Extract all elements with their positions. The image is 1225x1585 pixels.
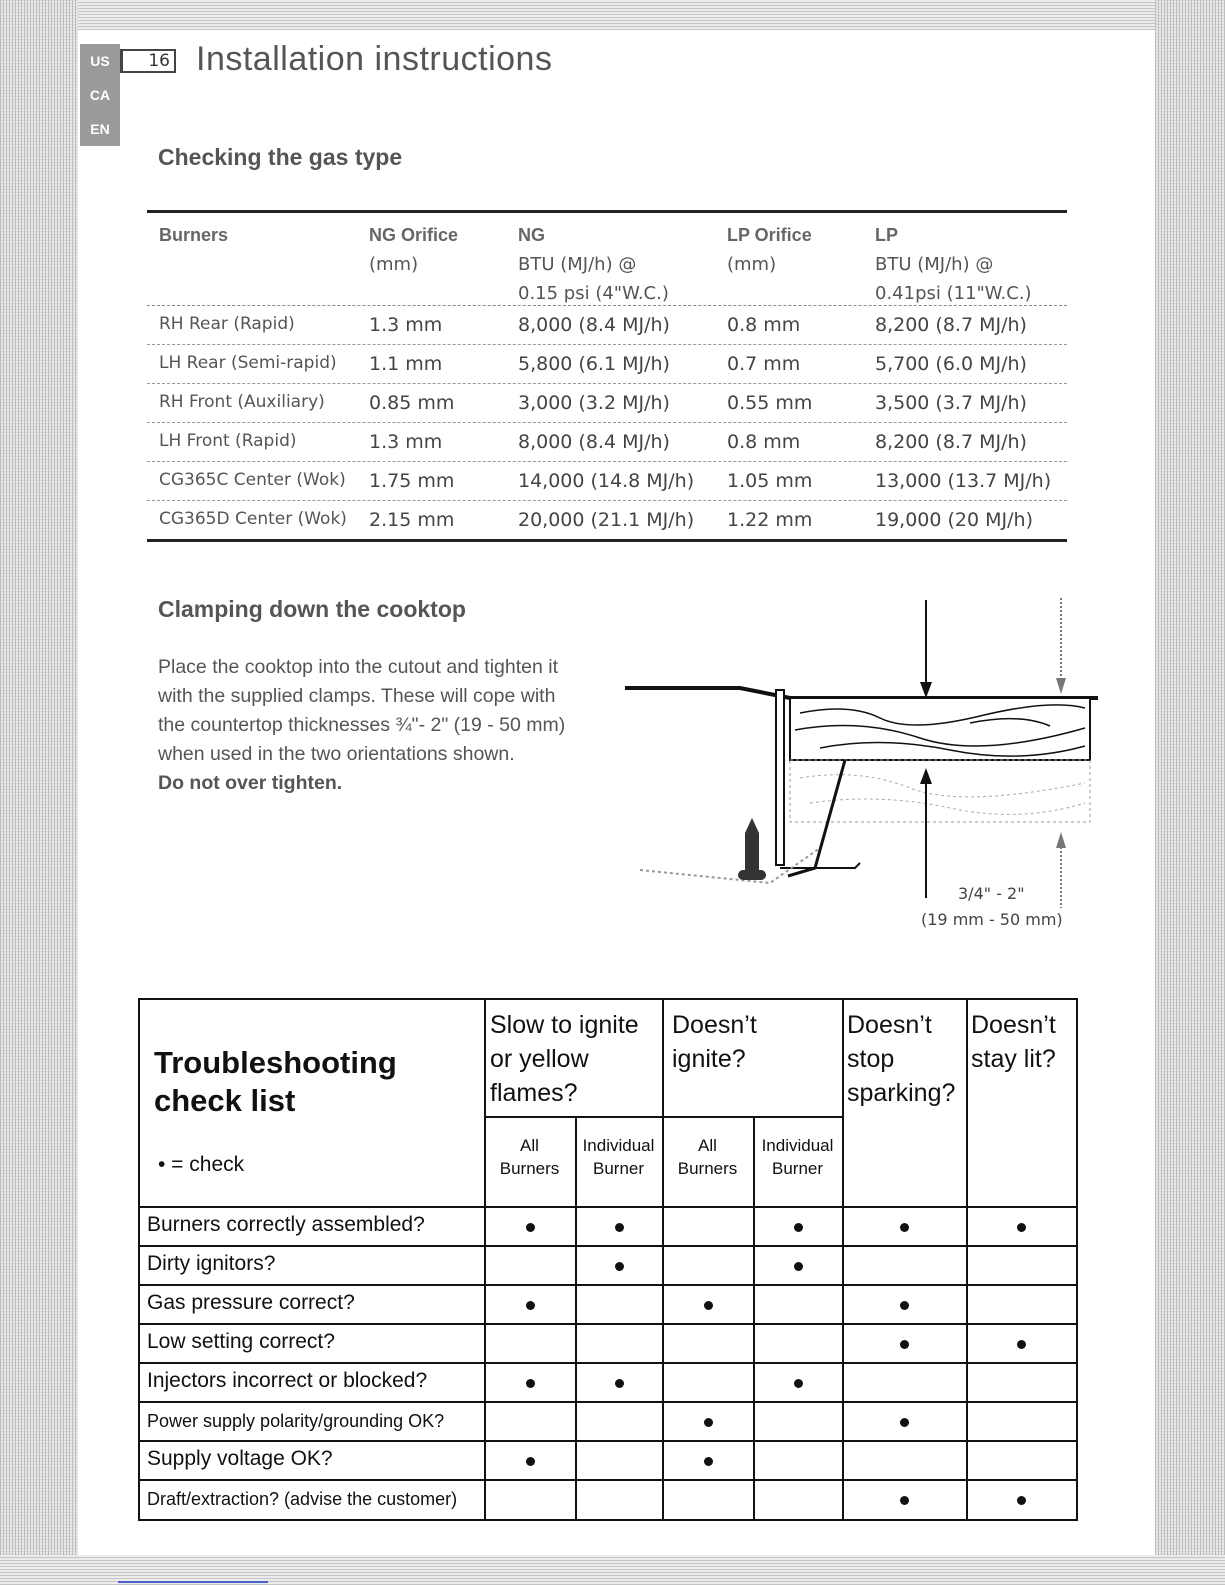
column-subheader-line: Individual [582,1136,655,1155]
grid-line [140,1362,1076,1364]
grid-line [140,1401,1076,1403]
col-header-lp: LP BTU (MJ/h) @ 0.41psi (11"W.C.) [875,225,1032,304]
clamp-line: with the supplied clamps. These will cope with [158,685,556,707]
checklist-row-label: Injectors incorrect or blocked? [147,1369,428,1392]
gas-table-cell: RH Rear (Rapid) [159,314,295,334]
column-header-line: sparking? [847,1079,956,1107]
check-mark [526,1223,535,1232]
col-header-burners: Burners [159,225,229,245]
column-subheader-line: Burners [677,1159,738,1178]
gas-table-header [147,210,1067,306]
gas-table-row [147,462,1067,501]
check-mark [900,1496,909,1505]
check-mark [1017,1496,1026,1505]
check-mark [900,1340,909,1349]
gas-table-cell: 1.22 mm [727,509,813,531]
gas-table-cell: 0.8 mm [727,314,801,336]
link-underline [118,1581,268,1583]
check-mark [704,1301,713,1310]
column-subheader [575,1134,662,1180]
col-header-lp-orifice: LP Orifice (mm) [727,225,812,275]
column-header-line: Doesn’t [847,1011,932,1039]
column-subheader-line: Individual [761,1136,834,1155]
column-header [490,1008,639,1110]
column-subheader-line: Burner [592,1159,645,1178]
column-header-line: Slow to ignite [490,1011,639,1039]
clamp-section-heading: Clamping down the cooktop [158,596,466,622]
grid-line [140,1245,1076,1247]
clamp-line: when used in the two orientations shown. [158,743,515,765]
grid-line [140,1440,1076,1442]
gas-table-cell: 13,000 (13.7 MJ/h) [875,470,1052,492]
gas-table-cell: 5,700 (6.0 MJ/h) [875,353,1027,375]
clamp-diagram [620,598,1100,943]
check-mark [526,1379,535,1388]
gas-table-row [147,423,1067,462]
gas-table-cell: LH Front (Rapid) [159,431,297,451]
gas-table-cell: 1.1 mm [369,353,443,375]
gas-section-heading: Checking the gas type [158,144,403,170]
page-number-text: 16 [148,51,170,71]
column-header [847,1008,955,1110]
column-header-line: or yellow [490,1045,589,1073]
checklist-row-label: Gas pressure correct? [147,1291,355,1314]
gas-table [147,210,1067,542]
gas-table-row [147,501,1067,542]
gas-table-cell: 1.3 mm [369,314,443,336]
col-header-ng: NG BTU (MJ/h) @ 0.15 psi (4"W.C.) [518,225,669,304]
gas-table-cell: 8,200 (8.7 MJ/h) [875,314,1027,336]
region-badge [80,44,120,146]
gas-table-cell: RH Front (Auxiliary) [159,392,325,412]
column-header [971,1008,1056,1076]
column-header-line: stop [847,1045,895,1073]
gas-table-cell: 1.05 mm [727,470,813,492]
column-subheader [484,1134,575,1180]
gas-table-cell: 0.8 mm [727,431,801,453]
gas-table-cell: CG365D Center (Wok) [159,509,347,529]
region-label: EN [90,121,110,137]
page-number [120,49,176,73]
gas-table-cell: 14,000 (14.8 MJ/h) [518,470,695,492]
checklist-row-label: Burners correctly assembled? [147,1213,425,1236]
checklist-row-label: Supply voltage OK? [147,1447,333,1470]
check-mark [615,1379,624,1388]
grid-line [140,1479,1076,1481]
check-mark [794,1223,803,1232]
check-mark [1017,1223,1026,1232]
gas-table-cell: 8,000 (8.4 MJ/h) [518,314,670,336]
gas-table-cell: 0.85 mm [369,392,455,414]
grid-line [140,1284,1076,1286]
column-subheader-line: All [698,1136,717,1155]
region-label: US [90,53,110,69]
checklist-row-label: Draft/extraction? (advise the customer) [147,1489,458,1509]
check-mark [794,1379,803,1388]
grid-line [484,1116,842,1118]
column-header-line: stay lit? [971,1045,1056,1073]
thickness-mm: (19 mm - 50 mm) [921,910,1063,929]
clamp-line: Place the cooktop into the cutout and tighten it [158,656,559,678]
scan-border-top [0,0,1225,30]
check-mark [704,1457,713,1466]
clamp-warning: Do not over tighten. [158,772,343,794]
gas-table-cell: CG365C Center (Wok) [159,470,346,490]
gas-table-row [147,345,1067,384]
gas-table-cell: 3,000 (3.2 MJ/h) [518,392,670,414]
gas-table-cell: 8,200 (8.7 MJ/h) [875,431,1027,453]
column-header-line: flames? [490,1079,578,1107]
check-mark [1017,1340,1026,1349]
region-label: CA [89,87,111,103]
column-subheader [662,1134,753,1180]
scan-border-right [1155,0,1225,1585]
column-subheader-line: Burner [771,1159,824,1178]
troubleshooting-table [138,998,1078,1521]
check-mark [615,1262,624,1271]
scan-border-left [0,0,78,1585]
column-subheader-line: Burners [499,1159,560,1178]
check-mark [900,1223,909,1232]
column-header-line: ignite? [672,1045,746,1073]
thickness-inches: 3/4" - 2" [958,884,1025,903]
column-header [672,1008,757,1076]
column-header-line: Doesn’t [672,1011,757,1039]
gas-table-cell: 0.55 mm [727,392,813,414]
gas-table-cell: 2.15 mm [369,509,455,531]
gas-table-cell: 0.7 mm [727,353,801,375]
check-mark [794,1262,803,1271]
checklist-row-label: Dirty ignitors? [147,1252,276,1275]
grid-line [140,1323,1076,1325]
checklist-row-label: Low setting correct? [147,1330,335,1353]
gas-table-cell: 3,500 (3.7 MJ/h) [875,392,1027,414]
check-legend: • = check [158,1153,245,1176]
col-header-ng-orifice: NG Orifice (mm) [369,225,459,275]
column-subheader-line: All [520,1136,539,1155]
gas-table-row [147,306,1067,345]
check-mark [900,1301,909,1310]
gas-table-cell: 5,800 (6.1 MJ/h) [518,353,670,375]
clamp-instructions [158,653,628,798]
clamp-line: the countertop thicknesses ¾"- 2" (19 - 50 mm) [158,714,566,736]
check-mark [526,1301,535,1310]
gas-table-row [147,384,1067,423]
gas-table-cell: 8,000 (8.4 MJ/h) [518,431,670,453]
gas-table-cell: 1.3 mm [369,431,443,453]
grid-line [140,1206,1076,1208]
column-subheader [753,1134,842,1180]
gas-table-cell: 19,000 (20 MJ/h) [875,509,1034,531]
gas-table-cell: 1.75 mm [369,470,455,492]
troubleshooting-title: Troubleshooting check list [154,1045,397,1118]
check-mark [526,1457,535,1466]
page-title: Installation instructions [196,40,553,78]
scan-border-bottom [0,1555,1225,1585]
checklist-row-label: Power supply polarity/grounding OK? [147,1411,445,1431]
column-header-line: Doesn’t [971,1011,1056,1039]
check-mark [704,1418,713,1427]
check-mark [900,1418,909,1427]
gas-table-cell: 20,000 (21.1 MJ/h) [518,509,695,531]
gas-table-cell: LH Rear (Semi-rapid) [159,353,337,373]
check-mark [615,1223,624,1232]
